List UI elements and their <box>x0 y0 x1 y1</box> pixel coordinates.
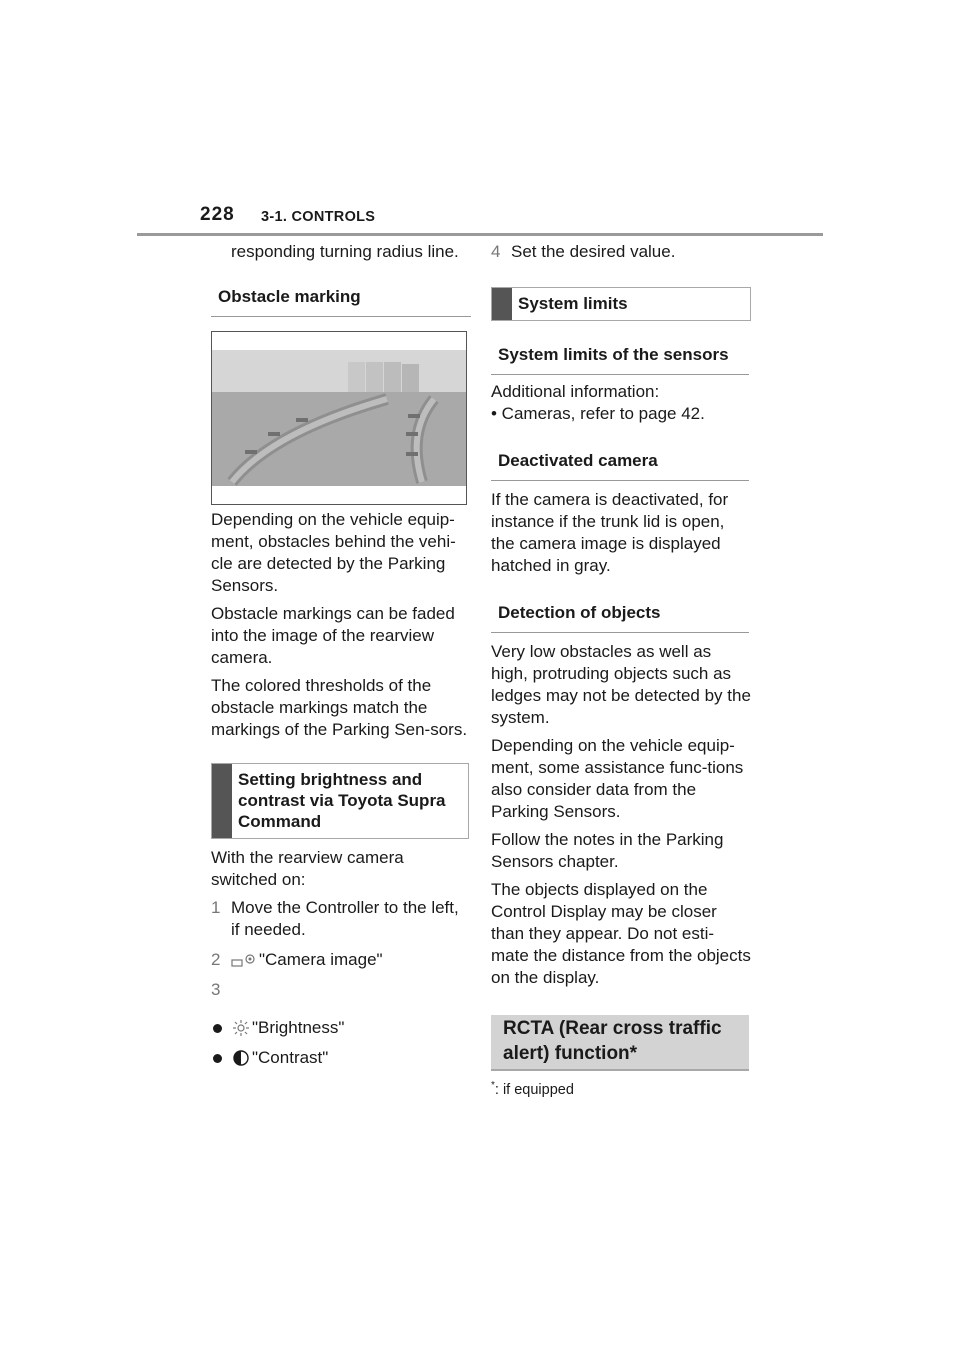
bullet-brightness <box>211 1017 471 1039</box>
brightness-heading-text: Setting brightness and contrast via Toyota Supra Command <box>238 770 446 831</box>
brightness-intro: With the rearview camera switched on: <box>211 848 404 889</box>
bullet-text: "Contrast" <box>252 1048 329 1067</box>
header-rule <box>137 233 823 236</box>
obstacle-para-1: Depending on the vehicle equip-ment, obstacles behind the vehi-cle are detected by the Parking Sensors. <box>211 510 456 595</box>
page-number: 228 <box>200 204 235 225</box>
heading-bar <box>492 288 512 320</box>
right-column <box>491 241 751 1099</box>
deactivated-para: If the camera is deactivated, for instance if the trunk lid is open, the camera image is displayed hatched in gray. <box>491 490 729 575</box>
deactivated-camera-heading: Deactivated camera <box>491 441 749 481</box>
step-2 <box>211 949 471 971</box>
detection-para-4: The objects displayed on the Control Display may be closer than they appear. Do not esti-mate the distance from the objects on the display. <box>491 880 751 987</box>
rearview-camera-illustration <box>212 332 466 504</box>
footnote <box>491 1077 751 1099</box>
heading-bar <box>212 764 232 838</box>
step-text: "Camera image" <box>259 950 383 969</box>
contrast-icon <box>232 1049 250 1067</box>
step-1 <box>211 897 471 941</box>
detection-para-1: Very low obstacles as well as high, protruding objects such as ledges may not be detected by the system. <box>491 642 751 727</box>
sensors-bullet: • Cameras, refer to page 42. <box>491 404 705 423</box>
step-text: Move the Controller to the left, if needed. <box>231 898 459 939</box>
step-text: Set the desired value. <box>511 242 676 261</box>
step-number: 1 <box>211 898 221 917</box>
step-number: 4 <box>491 242 501 261</box>
obstacle-marking-heading: Obstacle marking <box>211 277 471 317</box>
footnote-mark: * <box>491 1080 495 1091</box>
system-limits-heading <box>491 287 751 321</box>
bullet-dot <box>213 1054 222 1063</box>
step-3 <box>211 979 471 1001</box>
sensors-heading: System limits of the sensors <box>491 335 749 375</box>
brightness-heading <box>211 763 469 839</box>
detection-para-3: Follow the notes in the Parking Sensors chapter. <box>491 830 724 871</box>
camera-settings-icon <box>231 952 257 970</box>
obstacle-marking-image <box>211 331 467 505</box>
step-4 <box>491 241 751 263</box>
left-column <box>211 241 471 1069</box>
detection-heading: Detection of objects <box>491 593 749 633</box>
bullet-dot <box>213 1024 222 1033</box>
brightness-icon <box>232 1019 250 1037</box>
system-limits-heading-text: System limits <box>518 294 628 313</box>
step-number: 2 <box>211 950 221 969</box>
obstacle-para-3: The colored thresholds of the obstacle markings match the markings of the Parking Sen-sors. <box>211 676 468 739</box>
sensors-para: Additional information: <box>491 382 660 401</box>
obstacle-para-2: Obstacle markings can be faded into the image of the rearview camera. <box>211 604 455 667</box>
intro-continued: responding turning radius line. <box>231 242 459 261</box>
bullet-text: "Brightness" <box>252 1018 345 1037</box>
rcta-heading: RCTA (Rear cross traffic alert) function* <box>491 1015 749 1071</box>
section-title: 3-1. CONTROLS <box>261 209 376 225</box>
bullet-contrast <box>211 1047 471 1069</box>
step-number: 3 <box>211 980 221 999</box>
footnote-text: : if equipped <box>494 1081 574 1098</box>
detection-para-2: Depending on the vehicle equip-ment, some assistance func-tions also consider data from the Parking Sensors. <box>491 736 744 821</box>
